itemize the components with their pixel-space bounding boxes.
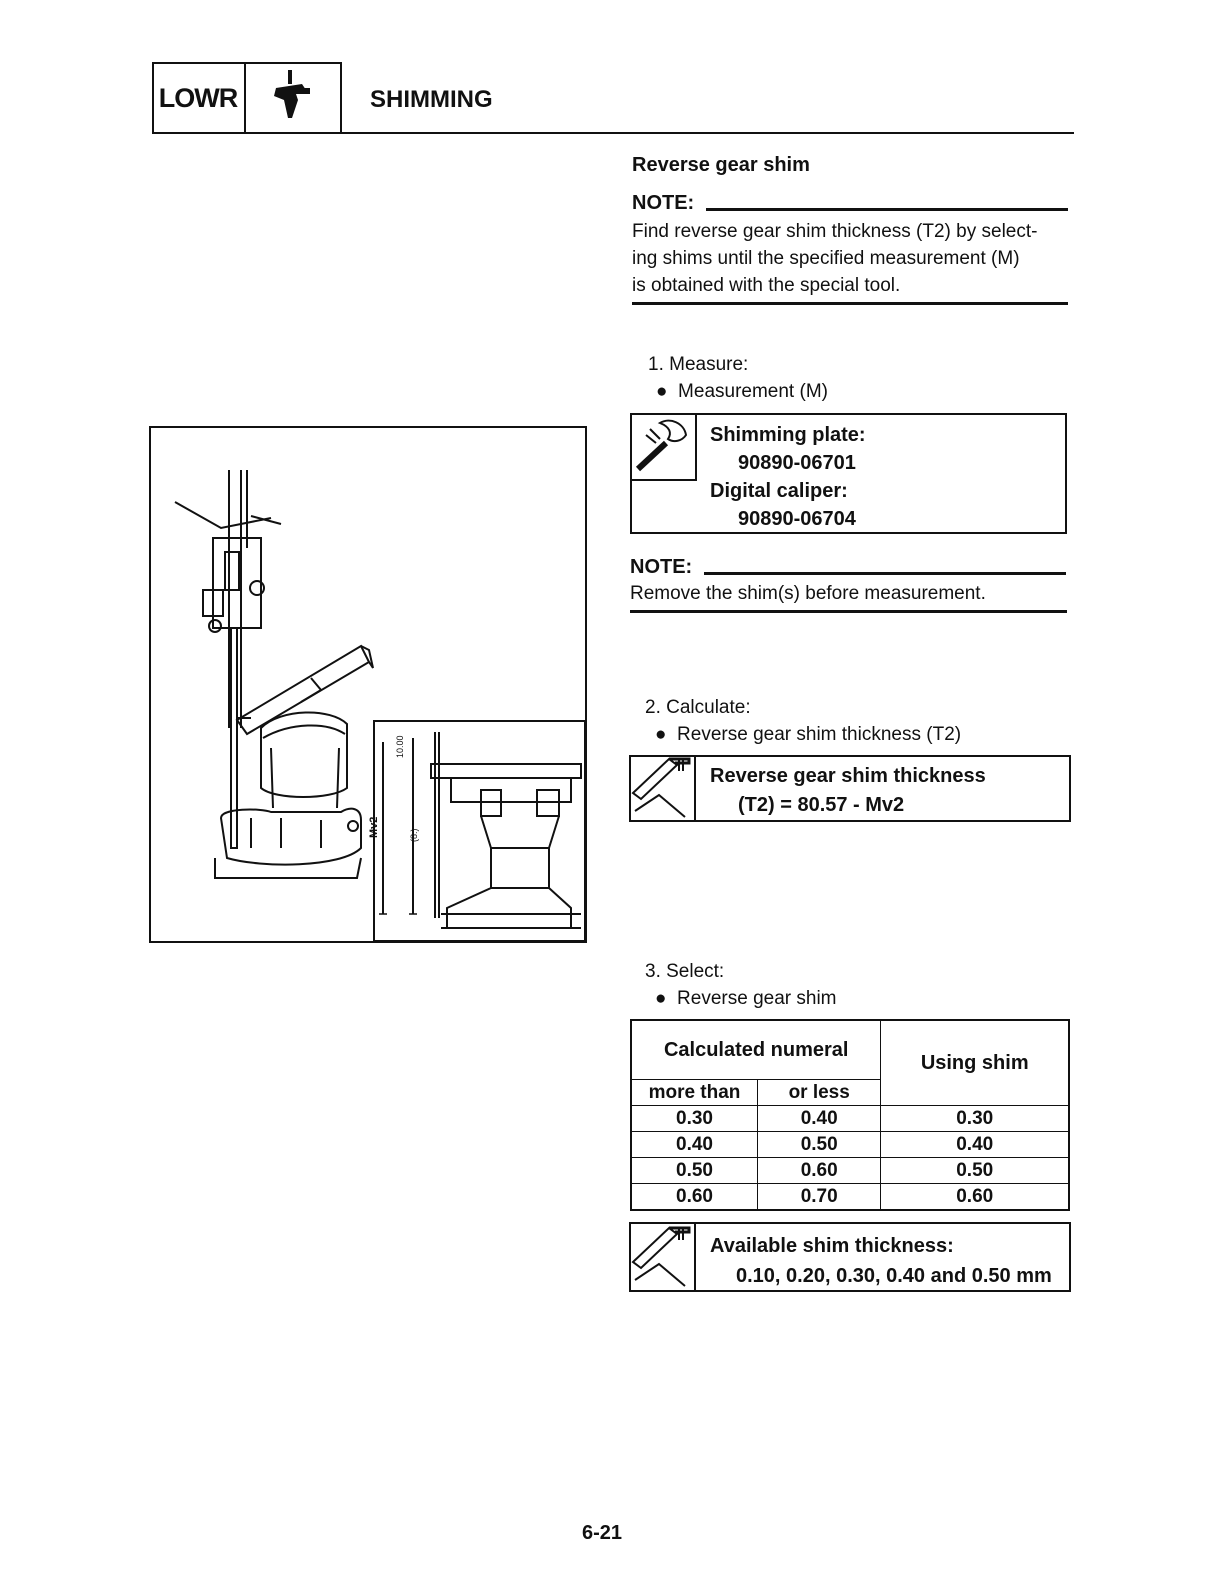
section-heading: Reverse gear shim — [632, 154, 810, 176]
section-code: LOWR — [152, 62, 246, 134]
step2-title: 2. Calculate: — [645, 697, 751, 718]
table-row — [631, 1184, 1069, 1211]
step1-bullet: Measurement (M) — [678, 381, 828, 402]
figure-label-mv2: Mv2 — [368, 816, 380, 838]
note-body: Remove the shim(s) before measurement. — [630, 583, 986, 604]
bullet-icon: ● — [656, 381, 668, 402]
note-rule — [706, 208, 1068, 211]
figure-drawing — [151, 428, 585, 941]
page-number: 6-21 — [582, 1522, 623, 1544]
note-rule — [704, 572, 1066, 575]
header-rule — [342, 132, 1074, 134]
note-line: is obtained with the special tool. — [632, 275, 901, 296]
shim-table — [630, 1019, 1070, 1211]
tool-part: 90890-06701 — [738, 452, 856, 474]
cell-using: 0.30 — [881, 1106, 1069, 1132]
available-values: 0.10, 0.20, 0.30, 0.40 and 0.50 mm — [736, 1265, 1052, 1287]
table-header-less: or less — [757, 1080, 880, 1106]
table-header-more: more than — [631, 1080, 757, 1106]
step2-bullet-row — [655, 721, 961, 748]
table-header-using: Using shim — [881, 1020, 1069, 1106]
formula-text — [710, 762, 986, 820]
table-row — [631, 1158, 1069, 1184]
cell-less: 0.40 — [757, 1106, 880, 1132]
cell-more: 0.60 — [631, 1184, 757, 1211]
caliper-icon — [629, 1222, 696, 1292]
step2-bullet: Reverse gear shim thickness (T2) — [677, 724, 962, 745]
formula-line1: Reverse gear shim thickness — [710, 765, 986, 787]
cell-using: 0.40 — [881, 1132, 1069, 1158]
cell-more: 0.30 — [631, 1106, 757, 1132]
figure-label-dim1: 10.00 — [395, 735, 405, 758]
step3-title: 3. Select: — [645, 961, 725, 982]
note-end-rule — [632, 302, 1068, 305]
available-text — [710, 1231, 1052, 1291]
cell-using: 0.50 — [881, 1158, 1069, 1184]
tool-part: 90890-06704 — [738, 508, 856, 530]
note-end-rule — [630, 610, 1067, 613]
step3-bullet: Reverse gear shim — [677, 988, 837, 1009]
lower-unit-icon — [262, 68, 324, 128]
note-label: NOTE: — [632, 192, 695, 214]
table-header-group: Calculated numeral — [631, 1020, 881, 1080]
note-line: ing shims until the specified measurement (M) — [632, 248, 1020, 269]
note-body — [632, 218, 1082, 299]
cell-less: 0.60 — [757, 1158, 880, 1184]
special-tool-icon — [630, 413, 697, 481]
cell-using: 0.60 — [881, 1184, 1069, 1211]
formula-line2: (T2) = 80.57 - Mv2 — [738, 794, 905, 816]
cell-more: 0.50 — [631, 1158, 757, 1184]
cell-less: 0.50 — [757, 1132, 880, 1158]
table-row — [631, 1132, 1069, 1158]
tool-name: Shimming plate: — [710, 424, 866, 446]
page-title: SHIMMING — [370, 86, 493, 113]
tools-list — [710, 421, 866, 533]
shim-table-wrap — [630, 1019, 1070, 1211]
measurement-figure — [149, 426, 587, 943]
tool-name: Digital caliper: — [710, 480, 848, 502]
available-label: Available shim thickness: — [710, 1235, 954, 1257]
step1-bullet-row — [656, 378, 828, 405]
figure-label-dim2: (8.) — [409, 828, 419, 842]
note-label: NOTE: — [630, 556, 693, 578]
step3-bullet-row — [655, 985, 837, 1012]
note-line: Find reverse gear shim thickness (T2) by select- — [632, 221, 1038, 242]
table-row — [631, 1106, 1069, 1132]
bullet-icon: ● — [655, 724, 667, 745]
caliper-icon — [629, 755, 696, 822]
step1-title: 1. Measure: — [648, 354, 749, 375]
cell-more: 0.40 — [631, 1132, 757, 1158]
bullet-icon: ● — [655, 988, 667, 1009]
cell-less: 0.70 — [757, 1184, 880, 1211]
